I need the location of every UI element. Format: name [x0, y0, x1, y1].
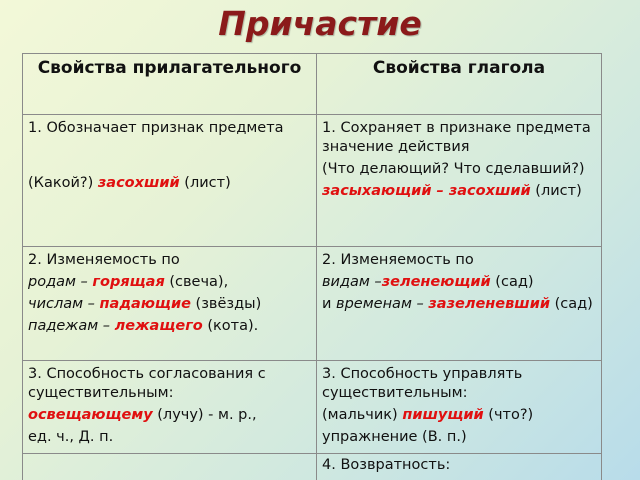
row1-right-example-post: (лист) — [530, 183, 582, 199]
header-adjective-label: Свойства прилагательного — [37, 58, 302, 78]
row3-left-line3: ед. ч., Д. п. — [28, 429, 114, 445]
row2-left-gender — [28, 273, 311, 292]
row1-right-line1: 1. Сохраняет в признаке предмета значение действия — [322, 120, 591, 155]
row2-left-gender-word: горящая — [92, 274, 165, 290]
row2-left-case-post: (кота). — [202, 318, 259, 334]
row2-right-tense-pre: и — [322, 296, 337, 312]
row2-right-tense-label: временам – — [336, 296, 424, 312]
row2-left-line1: 2. Изменяемость по — [28, 252, 180, 268]
row3-adjective-cell — [22, 360, 317, 454]
row2-right-aspect-word: зеленеющий — [381, 274, 491, 290]
row2-left-gender-post: (свеча), — [164, 274, 229, 290]
row3-left-example — [28, 406, 311, 425]
row2-left-number-word: падающие — [99, 296, 191, 312]
row2-left-case — [28, 317, 311, 336]
header-verb-label: Свойства глагола — [372, 58, 546, 78]
row2-adjective-cell — [22, 246, 317, 361]
row3-right-example-word: пишущий — [402, 407, 484, 423]
row3-right-example-post: (что?) — [483, 407, 534, 423]
row2-verb-cell — [316, 246, 602, 361]
header-adjective-properties — [22, 53, 317, 115]
row1-adjective-cell — [22, 114, 317, 247]
row1-right-line2: (Что делающий? Что сделавший?) — [322, 161, 585, 177]
row1-left-line1: 1. Обозначает признак предмета — [28, 120, 284, 136]
row2-right-aspect — [322, 273, 596, 292]
row1-left-example — [28, 174, 311, 193]
row3-right-example — [322, 406, 596, 425]
row3-left-example-word: освещающему — [28, 407, 153, 423]
row3-verb-cell — [316, 360, 602, 454]
row2-left-case-word: лежащего — [114, 318, 203, 334]
row2-right-aspect-label: видам – — [322, 274, 382, 290]
row2-left-number-label: числам – — [28, 296, 95, 312]
row4-right-line1: 4. Возвратность: — [322, 457, 451, 473]
row3-right-line1: 3. Способность управлять существительным: — [322, 366, 523, 401]
row2-right-aspect-post: (сад) — [490, 274, 534, 290]
row1-right-example — [322, 182, 596, 201]
row2-right-tense-word: зазеленевший — [428, 296, 551, 312]
row1-right-example-word: засыхающий – засохший — [322, 183, 531, 199]
row1-left-example-word: засохший — [97, 175, 180, 191]
row4-verb-cell — [316, 453, 602, 480]
row2-right-line1: 2. Изменяемость по — [322, 252, 474, 268]
row2-left-number — [28, 295, 311, 314]
row2-left-number-post: (звёзды) — [190, 296, 262, 312]
row1-left-example-pre: (Какой?) — [28, 175, 98, 191]
page-title: Причастие — [218, 4, 422, 43]
row2-left-gender-label: родам – — [28, 274, 88, 290]
row3-right-line3: упражнение (В. п.) — [322, 429, 467, 445]
row1-left-example-post: (лист) — [179, 175, 231, 191]
row2-right-tense-post: (сад) — [550, 296, 593, 312]
row3-right-example-pre: (мальчик) — [322, 407, 403, 423]
row4-adjective-cell — [22, 453, 317, 480]
row3-left-example-post: (лучу) - м. р., — [152, 407, 257, 423]
row2-right-tense — [322, 295, 596, 314]
row2-left-case-label: падежам – — [28, 318, 111, 334]
header-verb-properties — [316, 53, 602, 115]
row1-verb-cell — [316, 114, 602, 247]
row3-left-line1: 3. Способность согласования с существительным: — [28, 366, 266, 401]
